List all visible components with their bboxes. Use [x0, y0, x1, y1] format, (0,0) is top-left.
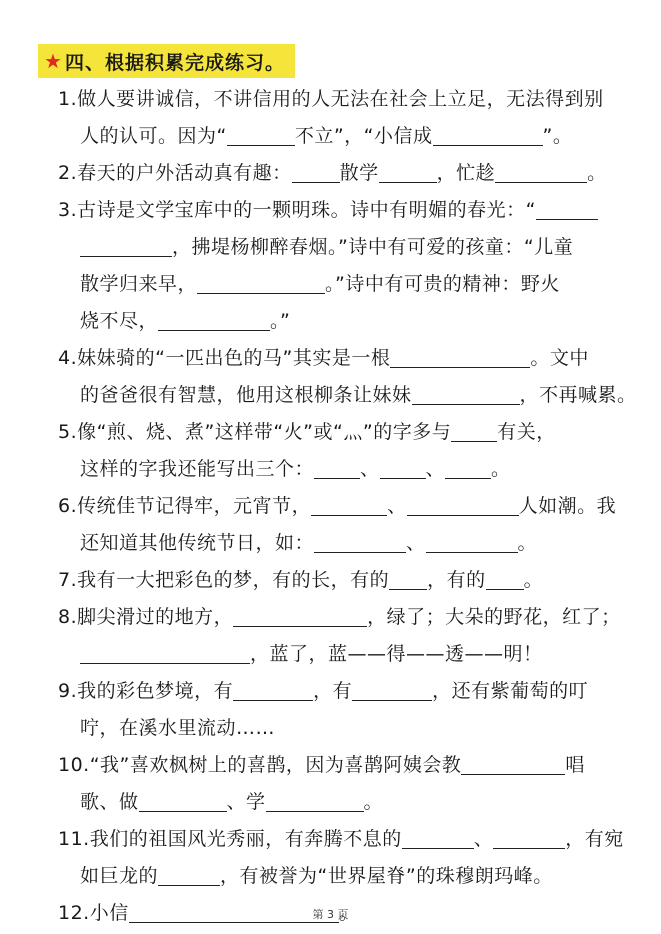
fill-in-blank[interactable] — [451, 419, 497, 442]
fill-in-blank[interactable] — [495, 160, 587, 183]
exercise-line — [58, 636, 638, 673]
line-text: 12.小信 — [58, 902, 129, 924]
fill-in-blank[interactable] — [80, 641, 250, 664]
exercise-line — [58, 821, 638, 858]
exercise-line — [58, 710, 638, 747]
line-text: 。” — [270, 310, 291, 332]
exercise-line — [58, 414, 638, 451]
fill-in-blank[interactable] — [311, 493, 387, 516]
line-text: 。”诗中有可贵的精神：野火 — [325, 273, 560, 295]
line-text: 9.我的彩色梦境，有 — [58, 680, 234, 702]
line-text: 烧不尽， — [80, 310, 159, 332]
line-text: 人的认可。因为“ — [80, 125, 227, 147]
line-text: 1.做人要讲诚信，不讲信用的人无法在社会上立足，无法得到别 — [58, 88, 604, 110]
fill-in-blank[interactable] — [314, 456, 360, 479]
line-text: ，有的 — [427, 569, 486, 591]
exercise-line — [58, 192, 638, 229]
line-text: 、 — [425, 458, 446, 480]
line-text: 不立”，“小信成 — [294, 125, 433, 147]
fill-in-blank[interactable] — [266, 789, 364, 812]
line-text: 。 — [517, 532, 538, 554]
line-text: ，绿了；大朵的野花，红了； — [367, 606, 621, 628]
line-text: ，有 — [313, 680, 353, 702]
line-text: 、学 — [226, 791, 266, 813]
line-text: 。 — [338, 902, 359, 924]
fill-in-blank[interactable] — [158, 308, 270, 331]
line-text: 。 — [587, 162, 607, 184]
exercise-line — [58, 155, 638, 192]
line-text: 、 — [473, 828, 494, 850]
fill-in-blank[interactable] — [390, 345, 530, 368]
exercise-line — [58, 784, 638, 821]
fill-in-blank[interactable] — [233, 678, 313, 701]
line-text: ”。 — [542, 125, 573, 147]
line-text: ，有宛 — [565, 828, 624, 850]
line-text: 的爸爸很有智慧，他用这根柳条让妹妹 — [80, 384, 412, 406]
fill-in-blank[interactable] — [352, 678, 432, 701]
line-text: 、 — [406, 532, 426, 554]
line-text: 还知道其他传统节日，如： — [80, 532, 315, 554]
line-text: 5.像“煎、烧、煮”这样带“火”或“灬”的字多与 — [58, 421, 452, 443]
line-text: 7.我有一大把彩色的梦，有的长，有的 — [58, 569, 390, 591]
exercise-line — [58, 266, 638, 303]
line-text: 唱 — [565, 754, 585, 776]
exercise-line — [58, 229, 638, 266]
fill-in-blank[interactable] — [426, 530, 518, 553]
exercise-line — [58, 858, 638, 895]
fill-in-blank[interactable] — [536, 197, 598, 220]
fill-in-blank[interactable] — [380, 456, 426, 479]
fill-in-blank[interactable] — [379, 160, 437, 183]
line-text: 。 — [491, 458, 511, 480]
fill-in-blank[interactable] — [233, 604, 367, 627]
exercise-line — [58, 525, 638, 562]
line-text: 有关， — [497, 421, 556, 443]
exercise-line — [58, 340, 638, 377]
fill-in-blank[interactable] — [445, 456, 491, 479]
fill-in-blank[interactable] — [158, 863, 220, 886]
line-text: 10.“我”喜欢枫树上的喜鹊，因为喜鹊阿姨会教 — [58, 754, 462, 776]
fill-in-blank[interactable] — [197, 271, 325, 294]
line-text: 。 — [523, 569, 544, 591]
fill-in-blank[interactable] — [407, 493, 519, 516]
line-text: 咛，在溪水里流动…… — [80, 717, 276, 739]
line-text: 如巨龙的 — [80, 865, 159, 887]
star-icon: ★ — [44, 49, 63, 73]
section-title: 四、根据积累完成练习。 — [64, 51, 285, 74]
fill-in-blank[interactable] — [139, 789, 227, 812]
line-text: ，还有紫葡萄的叮 — [432, 680, 589, 702]
exercise-line — [58, 673, 638, 710]
line-text: 这样的字我还能写出三个： — [80, 458, 315, 480]
exercise-line — [58, 377, 638, 414]
line-text: 。文中 — [530, 347, 589, 369]
line-text: 。 — [363, 791, 384, 813]
line-text: ，不再喊累。 — [519, 384, 637, 406]
fill-in-blank[interactable] — [389, 567, 427, 590]
fill-in-blank[interactable] — [412, 382, 520, 405]
fill-in-blank[interactable] — [292, 160, 340, 183]
fill-in-blank[interactable] — [433, 123, 543, 146]
fill-in-blank[interactable] — [493, 826, 565, 849]
line-text: 3.古诗是文学宝库中的一颗明珠。诗中有明媚的春光：“ — [58, 199, 536, 221]
line-text: 4.妹妹骑的“一匹出色的马”其实是一根 — [58, 347, 391, 369]
fill-in-blank[interactable] — [461, 752, 565, 775]
line-text: ，忙趁 — [436, 162, 496, 184]
exercise-line — [58, 81, 638, 118]
exercise-line — [58, 488, 638, 525]
exercise-line — [58, 118, 638, 155]
line-text: 8.脚尖滑过的地方， — [58, 606, 234, 628]
line-text: 6.传统佳节记得牢，元宵节， — [58, 495, 312, 517]
fill-in-blank[interactable] — [314, 530, 406, 553]
line-text: ，拂堤杨柳醉春烟。”诗中有可爱的孩童：“儿童 — [172, 236, 574, 258]
line-text: ，蓝了，蓝——得——透——明！ — [250, 643, 543, 665]
exercise-line — [58, 599, 638, 636]
line-text: ，有被誉为“世界屋脊”的珠穆朗玛峰。 — [220, 865, 553, 887]
line-text: 歌、做 — [80, 791, 139, 813]
line-text: 2.春天的户外活动真有趣： — [58, 162, 292, 184]
line-text: 散学归来早， — [80, 273, 198, 295]
section-heading — [38, 44, 295, 78]
line-text: 人如潮。我 — [518, 495, 617, 517]
line-text: 11.我们的祖国风光秀丽，有奔腾不息的 — [58, 828, 402, 850]
exercise-line — [58, 451, 638, 488]
line-text: 散学 — [339, 162, 379, 184]
exercise-line — [58, 747, 638, 784]
line-text: 、 — [387, 495, 407, 517]
exercise-line — [58, 562, 638, 599]
page-number: 第 3 页 — [312, 908, 349, 921]
fill-in-blank[interactable] — [227, 123, 295, 146]
exercise-list — [58, 81, 638, 932]
fill-in-blank[interactable] — [80, 234, 172, 257]
line-text: 、 — [360, 458, 380, 480]
fill-in-blank[interactable] — [402, 826, 474, 849]
exercise-line — [58, 303, 638, 340]
fill-in-blank[interactable] — [486, 567, 524, 590]
